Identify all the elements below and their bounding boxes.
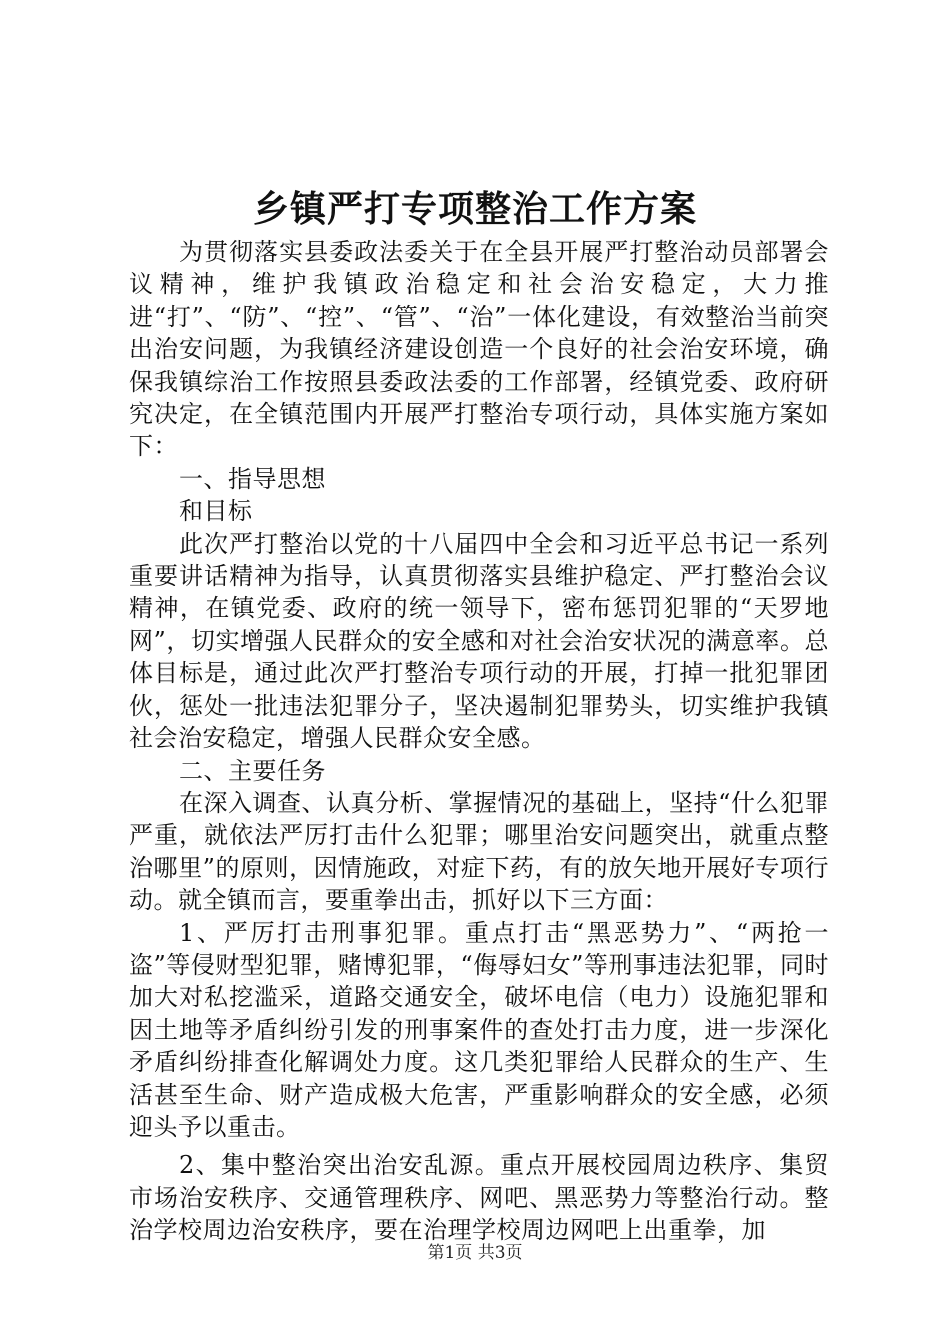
paragraph-task-1: 1、严厉打击刑事犯罪。重点打击“黑恶势力”、“两抢一盗”等侵财型犯罪，赌博犯罪，“侮辱妇女”等刑事违法犯罪，同时加大对私挖滥采，道路交通安全，破坏电信（电力）设施犯罪和因土地等矛盾纠纷引发的刑事案件的查处打击力度，进一步深化矛盾纠纷排查化解调处力度。这几类犯罪给人民群众的生产、生活甚至生命、财产造成极大危害，严重影响群众的安全感，必须迎头予以重击。 bbox=[129, 918, 829, 1141]
heading-main-tasks: 二、主要任务 bbox=[179, 756, 326, 785]
document-title: 乡镇严打专项整治工作方案 bbox=[252, 188, 697, 230]
paragraph-main-tasks: 在深入调查、认真分析、掌握情况的基础上，坚持“什么犯罪严重，就依法严厉打击什么犯罪；哪里治安问题突出，就重点整治哪里”的原则，因情施政，对症下药，有的放矢地开展好专项行动。就全镇而言，要重拳出击，抓好以下三方面： bbox=[129, 788, 829, 915]
document-body bbox=[129, 236, 829, 1247]
paragraph-goals: 此次严打整治以党的十八届四中全会和习近平总书记一系列重要讲话精神为指导，认真贯彻落实县维护稳定、严打整治会议精神，在镇党委、政府的统一领导下，密布惩罚犯罪的“天罗地网”，切实增强人民群众的安全感和对社会治安状况的满意率。总体目标是，通过此次严打整治专项行动的开展，打掉一批犯罪团伙，惩处一批违法犯罪分子，坚决遏制犯罪势头，切实维护我镇社会治安稳定，增强人民群众安全感。 bbox=[129, 529, 829, 753]
paragraph-task-2: 2、集中整治突出治安乱源。重点开展校园周边秩序、集贸市场治安秩序、交通管理秩序、网吧、黑恶势力等整治行动。整治学校周边治安秩序，要在治理学校周边网吧上出重拳，加 bbox=[129, 1151, 829, 1245]
heading-guiding-thought: 一、指导思想 bbox=[179, 464, 326, 493]
paragraph-intro: 为贯彻落实县委政法委关于在全县开展严打整治动员部署会议精神，维护我镇政治稳定和社会治安稳定，大力推进“打”、“防”、“控”、“管”、“治”一体化建设，有效整治当前突出治安问题，为我镇经济建设创造一个良好的社会治安环境，确保我镇综治工作按照县委政法委的工作部署，经镇党委、政府研究决定，在全镇范围内开展严打整治专项行动，具体实施方案如下： bbox=[129, 238, 829, 461]
heading-guiding-thought-continued: 和目标 bbox=[179, 497, 253, 526]
page-number: 第1页 共3页 bbox=[427, 1243, 523, 1263]
